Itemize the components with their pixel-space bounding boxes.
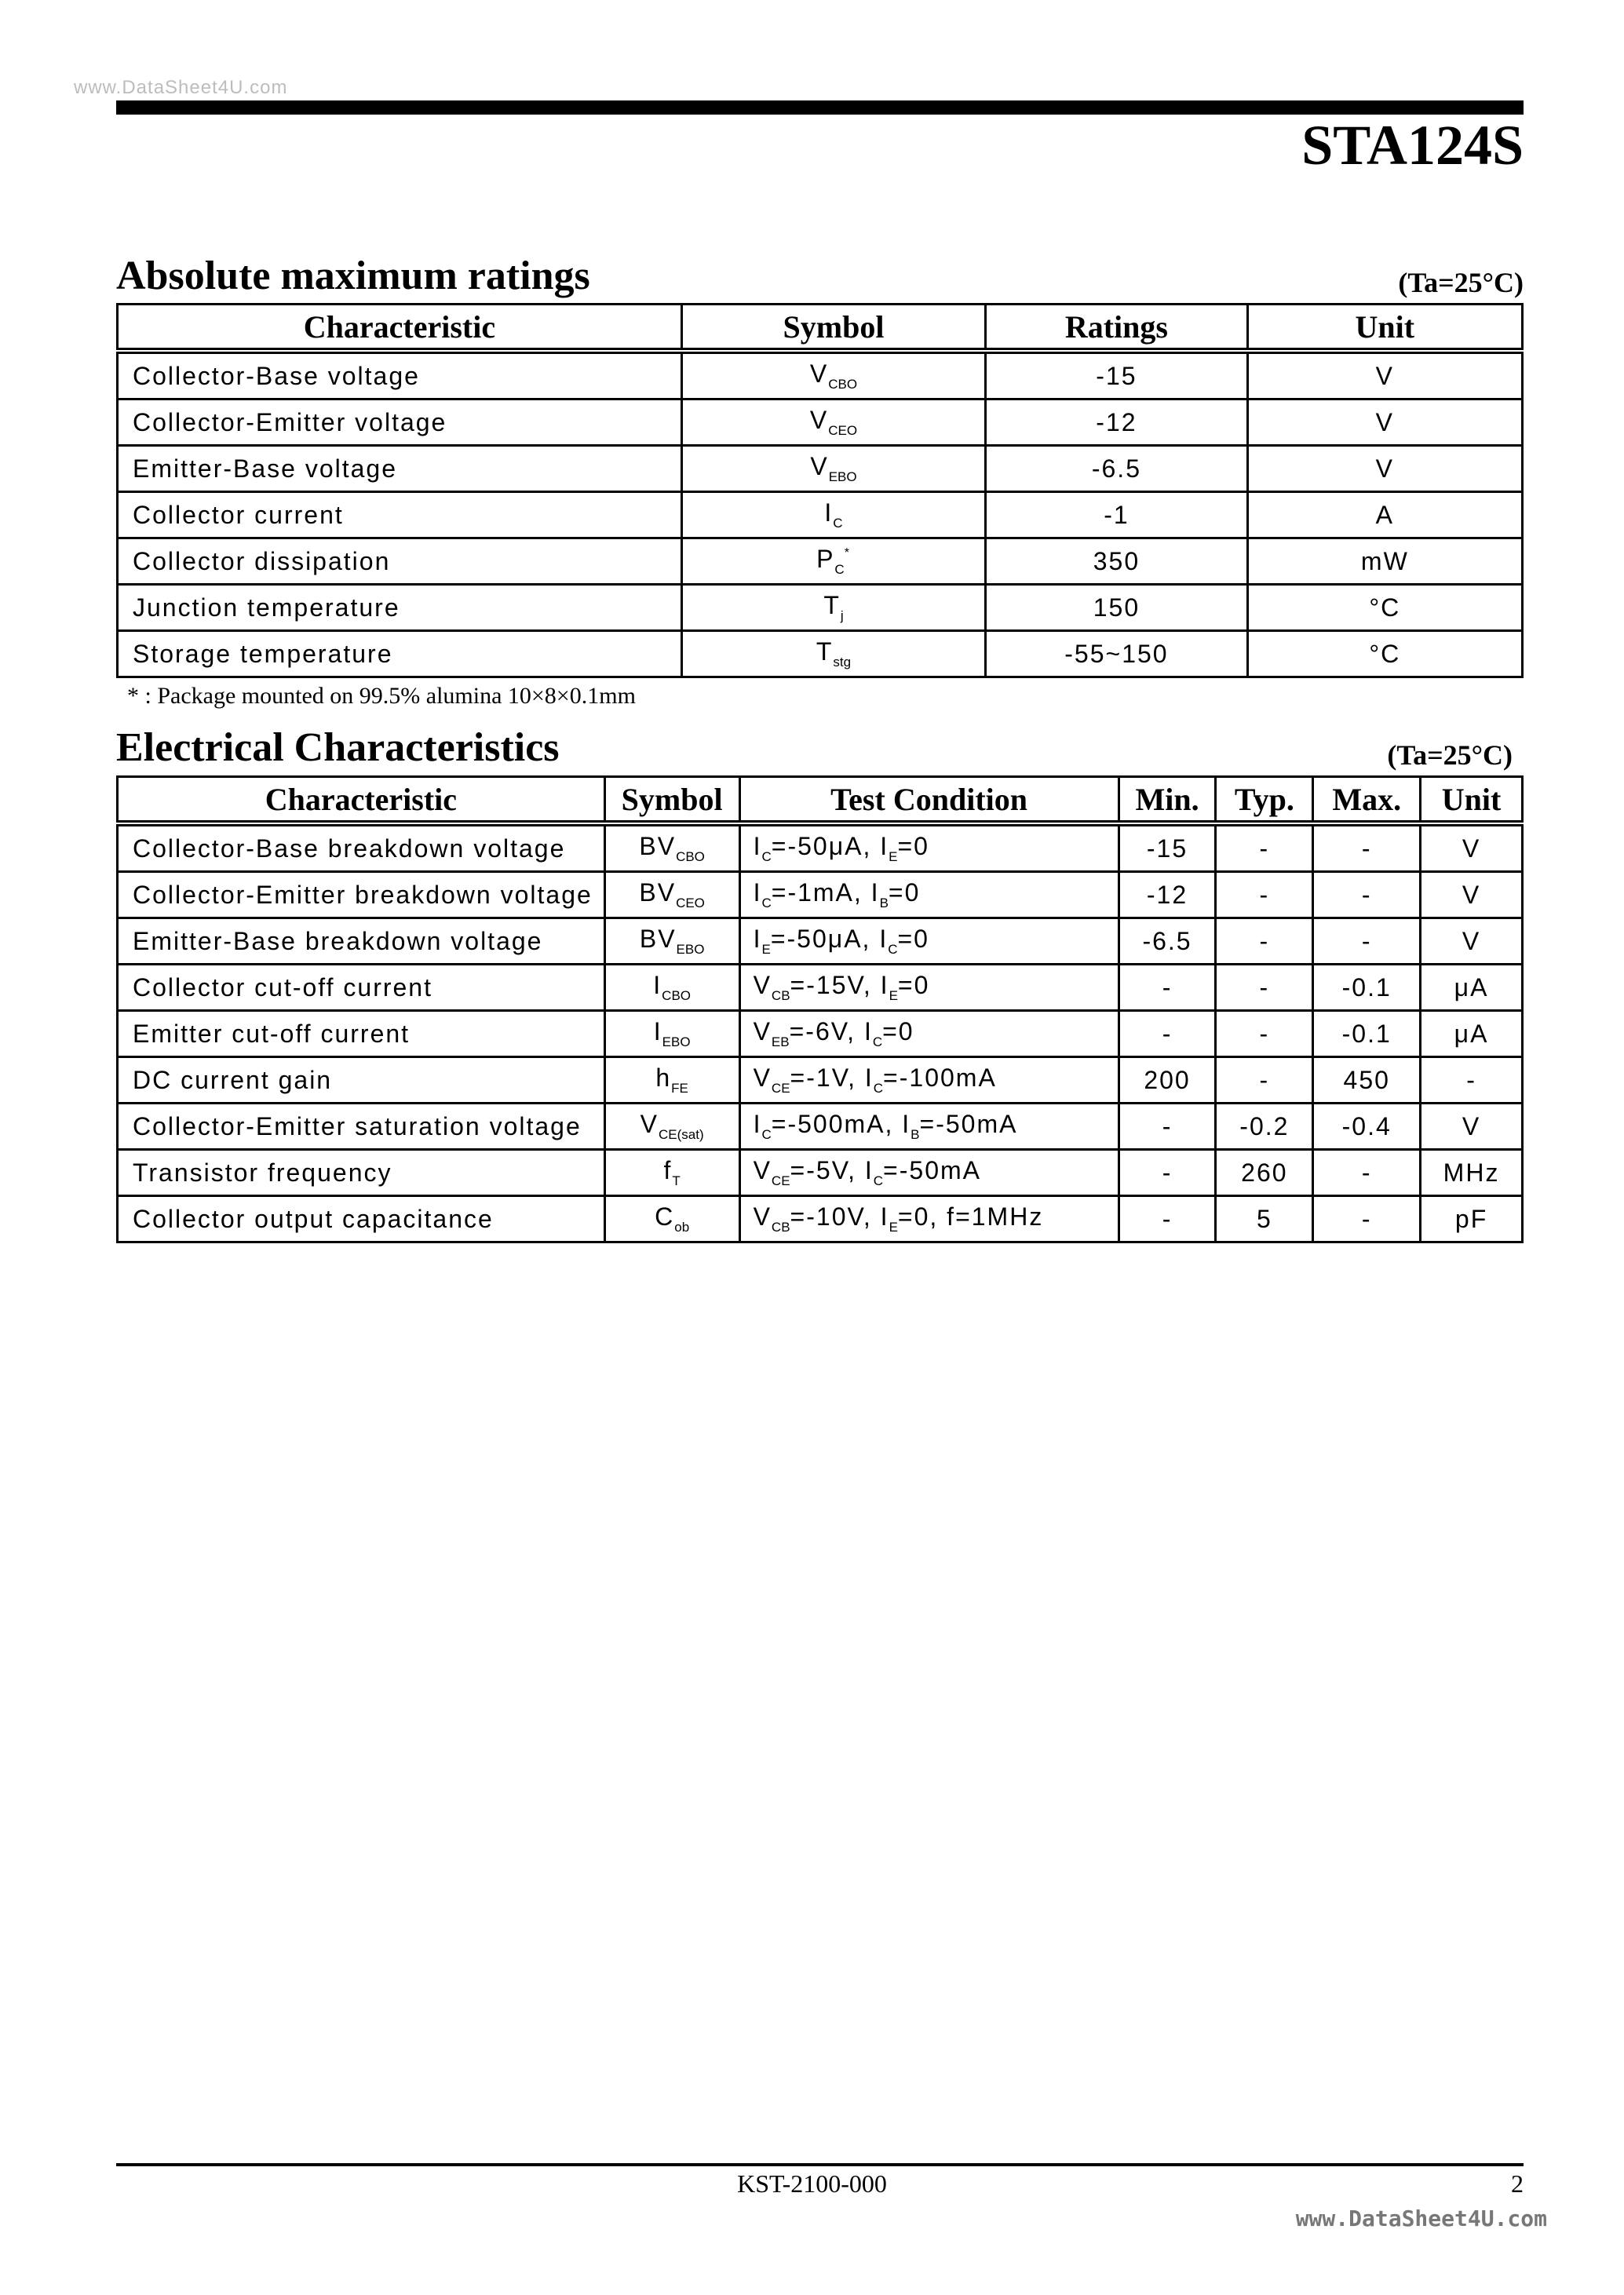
min-cell: - bbox=[1119, 1196, 1216, 1242]
symbol-main: I bbox=[653, 1017, 662, 1045]
unit-cell: °C bbox=[1247, 585, 1522, 631]
max-cell: -0.1 bbox=[1313, 965, 1421, 1011]
symbol-subscript: CEO bbox=[828, 423, 858, 438]
symbol-main: I bbox=[824, 498, 834, 527]
abs-max-title: Absolute maximum ratings bbox=[116, 254, 590, 298]
symbol-main: V bbox=[809, 406, 829, 434]
symbol-cell bbox=[604, 965, 739, 1011]
characteristic-cell: DC current gain bbox=[118, 1057, 605, 1104]
min-cell: -15 bbox=[1119, 823, 1216, 872]
unit-cell: °C bbox=[1247, 631, 1522, 677]
column-header: Unit bbox=[1421, 777, 1523, 824]
condition-subscript: E bbox=[889, 849, 898, 864]
table-row bbox=[118, 965, 1523, 1011]
abs-max-table bbox=[116, 303, 1524, 678]
unit-cell: V bbox=[1247, 446, 1522, 492]
symbol-main: V bbox=[640, 1110, 659, 1138]
table-row bbox=[118, 872, 1523, 918]
column-header: Characteristic bbox=[118, 305, 682, 352]
rating-cell: 350 bbox=[986, 538, 1248, 585]
min-cell: 200 bbox=[1119, 1057, 1216, 1104]
characteristic-cell: Collector-Base breakdown voltage bbox=[118, 823, 605, 872]
table-row bbox=[118, 1196, 1523, 1242]
table-row bbox=[118, 823, 1523, 872]
symbol-cell bbox=[604, 1150, 739, 1196]
package-footnote: * : Package mounted on 99.5% alumina 10×8×0.1mm bbox=[127, 683, 636, 709]
unit-cell: μA bbox=[1421, 965, 1523, 1011]
symbol-subscript: EBO bbox=[662, 1034, 691, 1049]
condition-subscript: EB bbox=[771, 1034, 790, 1049]
unit-cell: mW bbox=[1247, 538, 1522, 585]
characteristic-cell: Storage temperature bbox=[118, 631, 682, 677]
condition-text: =-10V, I bbox=[790, 1202, 889, 1231]
condition-subscript: C bbox=[873, 1081, 884, 1096]
symbol-main: V bbox=[809, 359, 829, 388]
condition-text: V bbox=[753, 1202, 772, 1231]
symbol-main: h bbox=[655, 1064, 672, 1092]
condition-text: =-500mA, I bbox=[771, 1110, 911, 1138]
condition-subscript: C bbox=[873, 1173, 884, 1188]
characteristic-cell: Collector current bbox=[118, 492, 682, 538]
unit-cell: V bbox=[1421, 1104, 1523, 1150]
table-row bbox=[118, 631, 1523, 677]
condition-text: I bbox=[753, 878, 762, 907]
condition-text: =-50mA bbox=[883, 1156, 981, 1184]
symbol-main: BV bbox=[639, 878, 677, 907]
condition-subscript: E bbox=[889, 988, 898, 1003]
abs-max-header-row bbox=[118, 305, 1523, 352]
condition-text: I bbox=[753, 832, 762, 860]
symbol-subscript: C bbox=[833, 516, 843, 531]
condition-subscript: CE bbox=[771, 1081, 790, 1096]
unit-cell: A bbox=[1247, 492, 1522, 538]
column-header: Test Condition bbox=[739, 777, 1119, 824]
max-cell: - bbox=[1313, 1196, 1421, 1242]
condition-text: =0 bbox=[882, 1017, 914, 1045]
test-condition-cell bbox=[739, 1196, 1119, 1242]
symbol-subscript: CE(sat) bbox=[659, 1127, 704, 1142]
rating-cell: -6.5 bbox=[986, 446, 1248, 492]
min-cell: - bbox=[1119, 1104, 1216, 1150]
unit-cell: V bbox=[1421, 872, 1523, 918]
test-condition-cell bbox=[739, 823, 1119, 872]
symbol-cell bbox=[681, 446, 985, 492]
symbol-subscript: FE bbox=[671, 1081, 688, 1096]
unit-cell: V bbox=[1247, 351, 1522, 400]
table-row bbox=[118, 918, 1523, 965]
table-row bbox=[118, 585, 1523, 631]
test-condition-cell bbox=[739, 1104, 1119, 1150]
page-number: 2 bbox=[1511, 2169, 1524, 2198]
condition-text: =-15V, I bbox=[790, 971, 889, 999]
unit-cell: V bbox=[1421, 823, 1523, 872]
symbol-subscript: CEO bbox=[676, 896, 705, 910]
max-cell: -0.1 bbox=[1313, 1011, 1421, 1057]
characteristic-cell: Collector cut-off current bbox=[118, 965, 605, 1011]
symbol-main: BV bbox=[639, 832, 677, 860]
symbol-main: T bbox=[823, 591, 841, 619]
condition-text: I bbox=[753, 925, 762, 953]
min-cell: - bbox=[1119, 1011, 1216, 1057]
max-cell: - bbox=[1313, 872, 1421, 918]
symbol-subscript: ob bbox=[674, 1220, 690, 1235]
symbol-cell bbox=[681, 538, 985, 585]
condition-text: V bbox=[753, 971, 772, 999]
elec-title: Electrical Characteristics bbox=[116, 725, 560, 770]
max-cell: - bbox=[1313, 1150, 1421, 1196]
test-condition-cell bbox=[739, 1011, 1119, 1057]
symbol-cell bbox=[604, 918, 739, 965]
condition-text: =-100mA bbox=[883, 1064, 997, 1092]
condition-subscript: C bbox=[761, 849, 772, 864]
column-header: Symbol bbox=[681, 305, 985, 352]
condition-text: I bbox=[753, 1110, 762, 1138]
typ-cell: -0.2 bbox=[1216, 1104, 1313, 1150]
symbol-subscript: EBO bbox=[676, 942, 705, 957]
condition-subscript: E bbox=[889, 1220, 898, 1235]
column-header: Ratings bbox=[986, 305, 1248, 352]
table-row bbox=[118, 446, 1523, 492]
condition-subscript: C bbox=[761, 896, 772, 910]
condition-subscript: C bbox=[888, 942, 898, 957]
typ-cell: 260 bbox=[1216, 1150, 1313, 1196]
elec-condition: (Ta=25°C) bbox=[1387, 739, 1513, 771]
characteristic-cell: Collector dissipation bbox=[118, 538, 682, 585]
condition-text: =-50μA, I bbox=[771, 832, 889, 860]
part-number: STA124S bbox=[1301, 114, 1524, 177]
symbol-main: I bbox=[653, 971, 662, 999]
symbol-cell bbox=[681, 631, 985, 677]
symbol-subscript: CBO bbox=[662, 988, 692, 1003]
condition-subscript: CB bbox=[771, 1220, 790, 1235]
condition-text: =0 bbox=[888, 878, 921, 907]
condition-text: =0 bbox=[897, 971, 930, 999]
condition-text: =0 bbox=[897, 925, 929, 953]
condition-text: V bbox=[753, 1156, 772, 1184]
typ-cell: - bbox=[1216, 1011, 1313, 1057]
table-row bbox=[118, 351, 1523, 400]
symbol-cell bbox=[604, 1011, 739, 1057]
table-row bbox=[118, 492, 1523, 538]
symbol-main: V bbox=[810, 452, 829, 480]
elec-table bbox=[116, 775, 1524, 1243]
max-cell: - bbox=[1313, 823, 1421, 872]
symbol-cell bbox=[604, 1057, 739, 1104]
symbol-main: BV bbox=[639, 925, 677, 953]
test-condition-cell bbox=[739, 872, 1119, 918]
table-row bbox=[118, 1104, 1523, 1150]
characteristic-cell: Emitter-Base voltage bbox=[118, 446, 682, 492]
condition-subscript: B bbox=[879, 896, 889, 910]
condition-text: =-1V, I bbox=[790, 1064, 874, 1092]
symbol-subscript: C bbox=[834, 562, 845, 577]
elec-header-row bbox=[118, 777, 1523, 824]
column-header: Symbol bbox=[604, 777, 739, 824]
symbol-cell bbox=[604, 823, 739, 872]
condition-text: =-50mA bbox=[919, 1110, 1018, 1138]
min-cell: - bbox=[1119, 965, 1216, 1011]
characteristic-cell: Junction temperature bbox=[118, 585, 682, 631]
characteristic-cell: Collector-Emitter breakdown voltage bbox=[118, 872, 605, 918]
min-cell: -12 bbox=[1119, 872, 1216, 918]
column-header: Characteristic bbox=[118, 777, 605, 824]
test-condition-cell bbox=[739, 1150, 1119, 1196]
typ-cell: - bbox=[1216, 823, 1313, 872]
unit-cell: pF bbox=[1421, 1196, 1523, 1242]
symbol-subscript: stg bbox=[833, 655, 852, 670]
test-condition-cell bbox=[739, 1057, 1119, 1104]
symbol-subscript: EBO bbox=[828, 469, 857, 484]
symbol-cell bbox=[604, 872, 739, 918]
min-cell: -6.5 bbox=[1119, 918, 1216, 965]
condition-subscript: CE bbox=[771, 1173, 790, 1188]
condition-text: V bbox=[753, 1017, 772, 1045]
condition-text: =0 bbox=[897, 832, 929, 860]
condition-text: V bbox=[753, 1064, 772, 1092]
characteristic-cell: Transistor frequency bbox=[118, 1150, 605, 1196]
condition-subscript: C bbox=[872, 1034, 883, 1049]
typ-cell: - bbox=[1216, 918, 1313, 965]
condition-text: =-50μA, I bbox=[770, 925, 889, 953]
abs-max-condition: (Ta=25°C) bbox=[1398, 267, 1524, 298]
symbol-subscript: CBO bbox=[676, 849, 705, 864]
characteristic-cell: Collector-Emitter voltage bbox=[118, 400, 682, 446]
column-header: Unit bbox=[1247, 305, 1522, 352]
unit-cell: MHz bbox=[1421, 1150, 1523, 1196]
table-row bbox=[118, 1011, 1523, 1057]
symbol-superscript: * bbox=[844, 546, 851, 560]
column-header: Min. bbox=[1119, 777, 1216, 824]
condition-subscript: C bbox=[761, 1127, 772, 1142]
test-condition-cell bbox=[739, 965, 1119, 1011]
symbol-cell bbox=[604, 1196, 739, 1242]
table-row bbox=[118, 538, 1523, 585]
characteristic-cell: Collector output capacitance bbox=[118, 1196, 605, 1242]
symbol-subscript: j bbox=[840, 608, 844, 623]
watermark-bottom: www.DataSheet4U.com bbox=[1295, 2206, 1547, 2231]
condition-text: =-1mA, I bbox=[771, 878, 880, 907]
condition-subscript: E bbox=[761, 942, 771, 957]
condition-text: =-5V, I bbox=[790, 1156, 874, 1184]
watermark-top: www.DataSheet4U.com bbox=[74, 77, 288, 98]
rating-cell: -12 bbox=[986, 400, 1248, 446]
characteristic-cell: Emitter cut-off current bbox=[118, 1011, 605, 1057]
characteristic-cell: Collector-Base voltage bbox=[118, 351, 682, 400]
condition-subscript: B bbox=[911, 1127, 920, 1142]
symbol-main: f bbox=[663, 1156, 673, 1184]
symbol-cell bbox=[681, 492, 985, 538]
condition-text: =-6V, I bbox=[789, 1017, 873, 1045]
condition-text: =0, f=1MHz bbox=[897, 1202, 1044, 1231]
unit-cell: - bbox=[1421, 1057, 1523, 1104]
symbol-main: C bbox=[655, 1202, 675, 1231]
symbol-cell bbox=[604, 1104, 739, 1150]
symbol-main: P bbox=[816, 545, 835, 573]
symbol-cell bbox=[681, 351, 985, 400]
table-row bbox=[118, 400, 1523, 446]
unit-cell: μA bbox=[1421, 1011, 1523, 1057]
characteristic-cell: Collector-Emitter saturation voltage bbox=[118, 1104, 605, 1150]
doc-code: KST-2100-000 bbox=[737, 2169, 887, 2198]
symbol-main: T bbox=[816, 637, 834, 666]
column-header: Typ. bbox=[1216, 777, 1313, 824]
max-cell: -0.4 bbox=[1313, 1104, 1421, 1150]
symbol-cell bbox=[681, 585, 985, 631]
unit-cell: V bbox=[1247, 400, 1522, 446]
symbol-cell bbox=[681, 400, 985, 446]
min-cell: - bbox=[1119, 1150, 1216, 1196]
rating-cell: -15 bbox=[986, 351, 1248, 400]
rating-cell: 150 bbox=[986, 585, 1248, 631]
column-header: Max. bbox=[1313, 777, 1421, 824]
table-row bbox=[118, 1057, 1523, 1104]
symbol-subscript: T bbox=[672, 1173, 681, 1188]
typ-cell: - bbox=[1216, 872, 1313, 918]
typ-cell: 5 bbox=[1216, 1196, 1313, 1242]
characteristic-cell: Emitter-Base breakdown voltage bbox=[118, 918, 605, 965]
rating-cell: -1 bbox=[986, 492, 1248, 538]
footer-rule bbox=[116, 2163, 1524, 2166]
table-row bbox=[118, 1150, 1523, 1196]
unit-cell: V bbox=[1421, 918, 1523, 965]
symbol-subscript: CBO bbox=[828, 377, 858, 392]
max-cell: 450 bbox=[1313, 1057, 1421, 1104]
typ-cell: - bbox=[1216, 1057, 1313, 1104]
test-condition-cell bbox=[739, 918, 1119, 965]
typ-cell: - bbox=[1216, 965, 1313, 1011]
rating-cell: -55~150 bbox=[986, 631, 1248, 677]
max-cell: - bbox=[1313, 918, 1421, 965]
condition-subscript: CB bbox=[771, 988, 790, 1003]
